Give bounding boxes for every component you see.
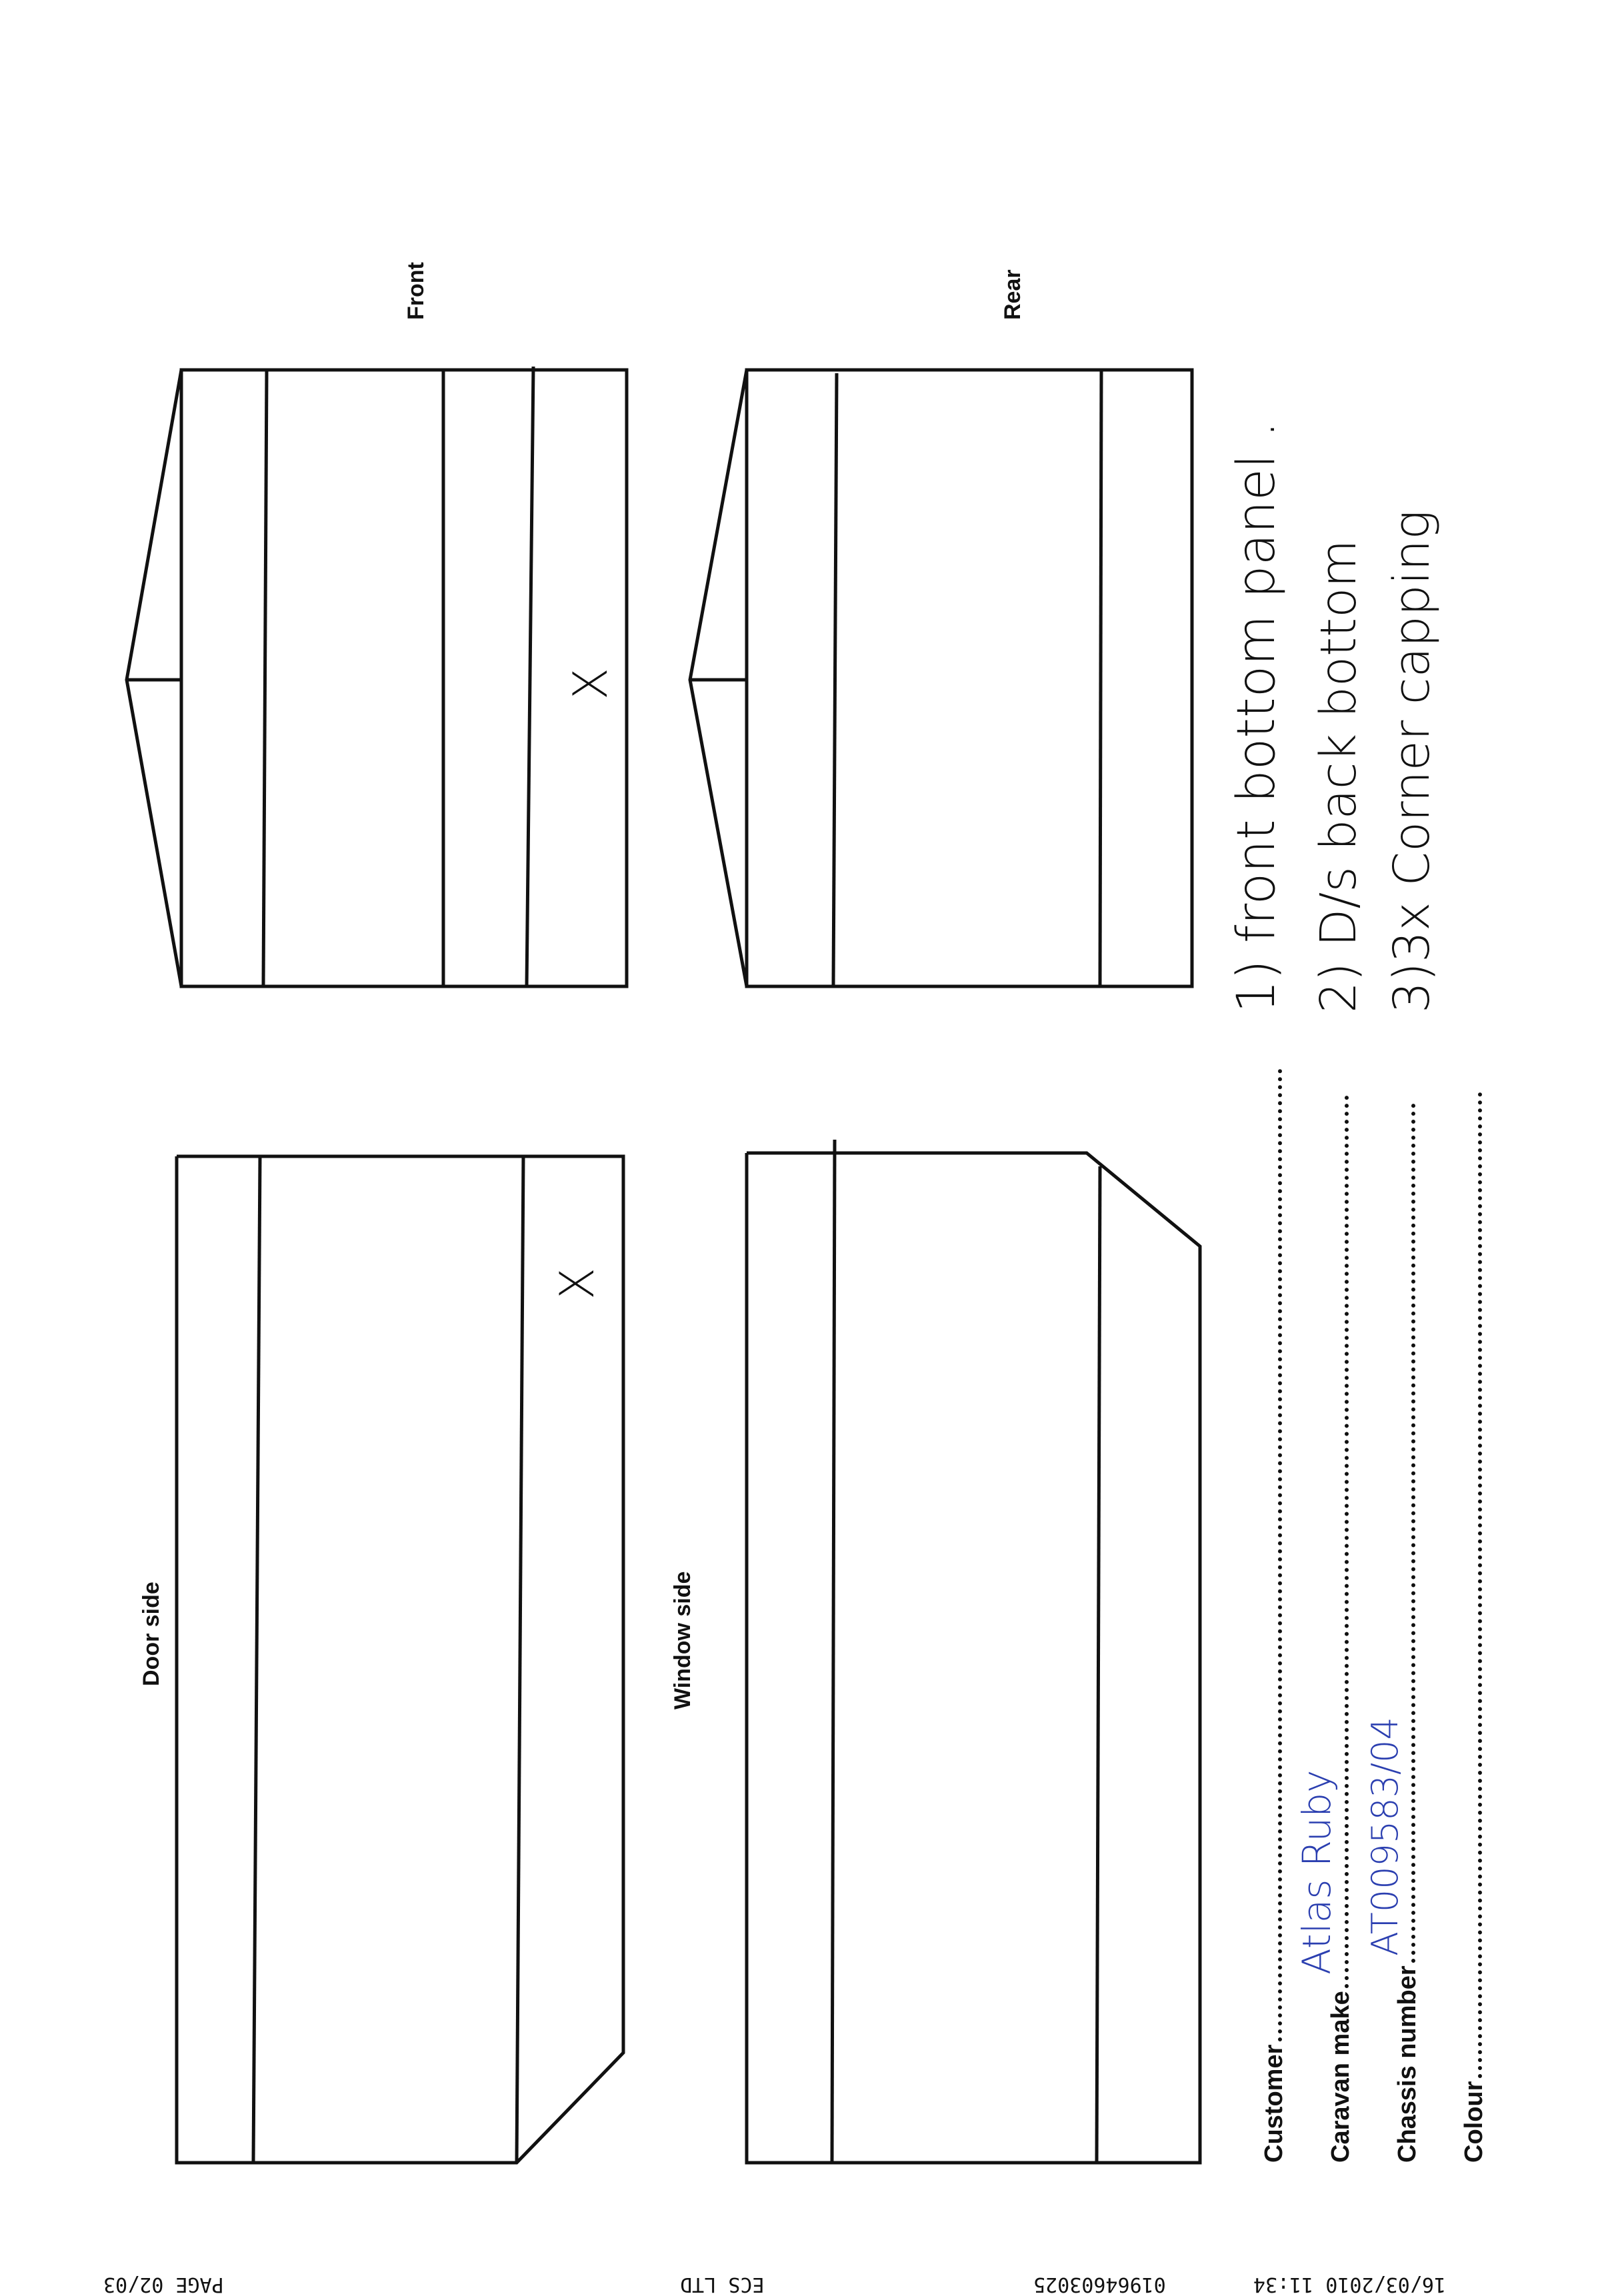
caravan-make-label: Caravan make: [1327, 1991, 1355, 2163]
caravan-make-line: [1294, 1095, 1349, 1988]
colour-label: Colour: [1460, 2081, 1488, 2163]
rear-panel: [690, 370, 1192, 986]
window-side-label: Window side: [670, 1571, 695, 1710]
fax-company: ECS LTD: [680, 2273, 765, 2296]
chassis-number-label: Chassis number: [1393, 1965, 1421, 2163]
front-panel: [127, 367, 627, 986]
caravan-make-field: [1294, 1095, 1355, 2163]
front-damage-mark: X: [563, 668, 618, 700]
customer-label: Customer: [1260, 2044, 1288, 2163]
door-side-damage-mark: X: [550, 1268, 605, 1300]
customer-line: [1271, 1068, 1282, 2041]
rear-label: Rear: [1000, 269, 1025, 320]
note-line-3: 3)3x Corner capping: [1383, 510, 1441, 1013]
window-side-panel: [747, 1140, 1200, 2163]
chassis-number-value: AT009583/04: [1364, 1717, 1406, 1956]
fax-datetime: 16/03/2010 11:34: [1253, 2273, 1446, 2296]
customer-field: [1260, 1068, 1289, 2163]
door-side-panel: [177, 1156, 623, 2163]
fax-phone: 01964603025: [1033, 2273, 1166, 2296]
chassis-number-field: [1364, 1103, 1422, 2163]
colour-line: [1471, 1092, 1482, 2078]
note-line-1: 1) front bottom panel .: [1227, 421, 1287, 1013]
fax-page: PAGE 02/03: [103, 2273, 224, 2296]
caravan-make-value: Atlas Ruby: [1294, 1769, 1339, 1975]
chassis-number-line: [1364, 1103, 1415, 1963]
note-line-2: 2) D/s back bottom: [1310, 539, 1367, 1013]
colour-field: [1460, 1092, 1489, 2163]
front-label: Front: [403, 262, 429, 320]
door-side-label: Door side: [139, 1582, 164, 1686]
